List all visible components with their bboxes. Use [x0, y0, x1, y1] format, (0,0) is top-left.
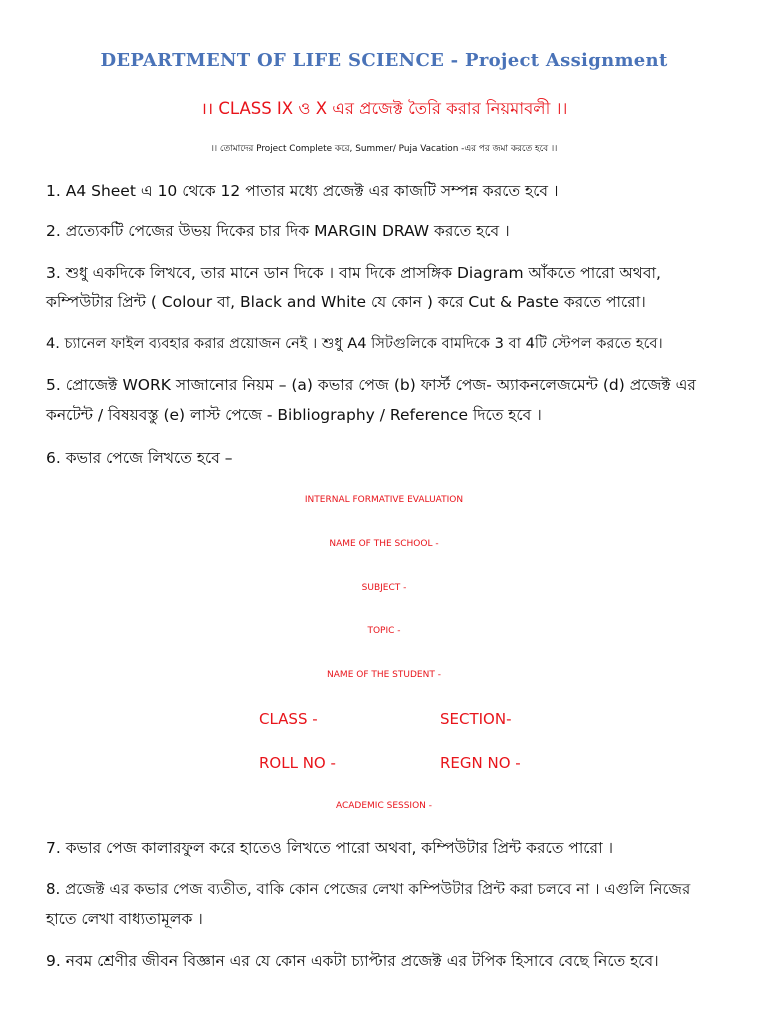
cover-regn: REGN NO - — [440, 754, 521, 772]
rule-3-continued: কম্পিউটার প্রিন্ট ( Colour বা, Black and White যে কোন ) করে Cut & Paste করতে পারো। — [46, 293, 646, 311]
rule-5-continued: কনটেন্ট / বিষয়বস্তু (e) লাস্ট পেজে - Bibliography / Reference দিতে হবে । — [46, 406, 542, 424]
rule-4: 4. চ্যানেল ফাইল ব্যবহার করার প্রয়োজন নেই । শুধু A4 সিটগুলিকে বামদিকে 3 বা 4টি স্টেপল করতে হবে। — [46, 335, 663, 352]
rule-8-continued: হাতে লেখা বাধ্যতামূলক । — [46, 910, 203, 928]
intro-text: ।। তোমাদের Project Complete করে, Summer/ Puja Vacation -এর পর জমা করতে হবে ।। — [210, 144, 558, 154]
cover-class: CLASS - — [259, 710, 318, 728]
rule-7: 7. কভার পেজ কালারফুল করে হাতেও লিখতে পারো অথবা, কম্পিউটার প্রিন্ট করতে পারো । — [46, 839, 614, 857]
cover-topic: TOPIC - — [367, 626, 401, 636]
page-title: DEPARTMENT OF LIFE SCIENCE - Project Assignment — [100, 50, 668, 71]
rule-3: 3. শুধু একদিকে লিখবে, তার মানে ডান দিকে । বাম দিকে প্রাসঙ্গিক Diagram আঁকতে পারো অথবা, — [46, 264, 661, 282]
rule-1: 1. A4 Sheet এ 10 থেকে 12 পাতার মধ্যে প্রজেক্ট এর কাজটি সম্পন্ন করতে হবে । — [46, 182, 559, 200]
cover-school: NAME OF THE SCHOOL - — [329, 539, 439, 549]
cover-section: SECTION- — [440, 710, 512, 728]
cover-roll: ROLL NO - — [259, 754, 336, 772]
cover-subject: SUBJECT - — [361, 583, 407, 593]
rule-8: 8. প্রজেক্ট এর কভার পেজ ব্যতীত, বাকি কোন পেজের লেখা কম্পিউটার প্রিন্ট করা চলবে না । এগুলি নিজের — [46, 880, 691, 898]
page-subtitle: ।। CLASS IX ও X এর প্রজেক্ট তৈরি করার নিয়মাবলী ।। — [200, 99, 568, 118]
rule-5: 5. প্রোজেক্ট WORK সাজানোর নিয়ম – (a) কভার পেজ (b) ফার্স্ট পেজ- অ্যাকনলেজমেন্ট (d) প্রজেক্ট এর — [46, 376, 696, 394]
rule-6: 6. কভার পেজে লিখতে হবে – — [46, 449, 233, 467]
cover-evaluation: INTERNAL FORMATIVE EVALUATION — [304, 495, 464, 505]
cover-session: ACADEMIC SESSION - — [335, 801, 433, 811]
rule-2: 2. প্রত্যেকটি পেজের উভয় দিকের চার দিক MARGIN DRAW করতে হবে । — [46, 222, 510, 240]
cover-student: NAME OF THE STUDENT - — [327, 670, 441, 680]
rule-9: 9. নবম শ্রেণীর জীবন বিজ্ঞান এর যে কোন একটা চ্যাপ্টার প্রজেক্ট এর টপিক হিসাবে বেছে নিতে হবে। — [46, 952, 659, 970]
